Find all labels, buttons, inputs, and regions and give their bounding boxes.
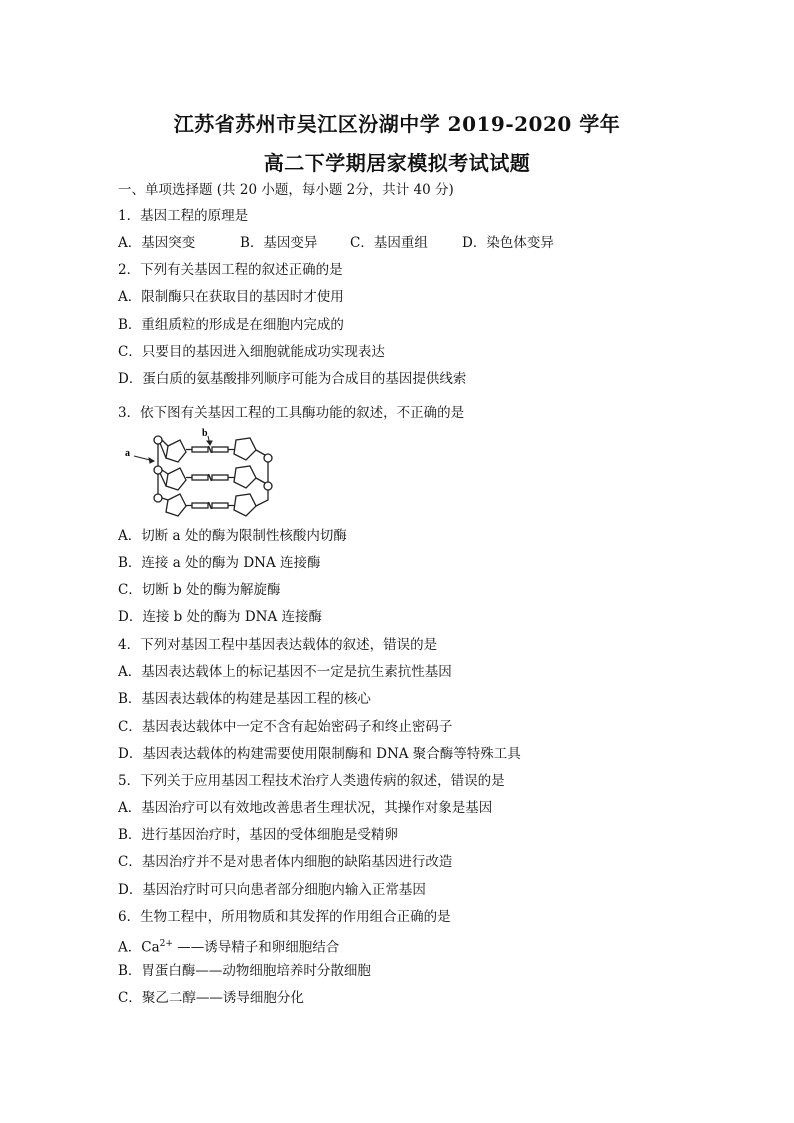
q3-option-b: B．连接 a 处的酶为 DNA 连接酶	[118, 555, 321, 571]
q3-option-a: A．切断 a 处的酶为限制性核酸内切酶	[118, 528, 347, 544]
q2-option-b: B．重组质粒的形成是在细胞内完成的	[118, 317, 344, 333]
q5-stem: 5．下列关于应用基因工程技术治疗人类遗传病的叙述，错误的是	[118, 773, 505, 789]
q4-stem: 4．下列对基因工程中基因表达载体的叙述，错误的是	[118, 637, 438, 653]
q6-option-a-text: ——诱导精子和卵细胞结合	[172, 939, 340, 956]
title-line-2: 高二下学期居家模拟考试试题	[263, 151, 531, 175]
q1-stem: 1．基因工程的原理是	[118, 208, 249, 224]
q4-option-b: B．基因表达载体的构建是基因工程的核心	[118, 691, 371, 707]
q6-option-a-charge: 2+	[159, 939, 173, 949]
label-b: b	[202, 428, 208, 439]
q5-option-a: A．基因治疗可以有效地改善患者生理状况，其操作对象是基因	[118, 800, 493, 816]
q1-options	[118, 234, 554, 252]
section-heading: 一、单项选择题 (共 20 小题，每小题 2分，共计 40 分)	[118, 182, 454, 198]
q3-stem: 3．依下图有关基因工程的工具酶功能的叙述，不正确的是	[118, 405, 465, 421]
q3-option-d: D．连接 b 处的酶为 DNA 连接酶	[118, 609, 323, 625]
q6-option-b: B．胃蛋白酶——动物细胞培养时分散细胞	[118, 963, 371, 979]
q3-option-c: C．切断 b 处的酶为解旋酶	[118, 582, 281, 598]
q6-option-a	[118, 935, 339, 957]
dna-structure-diagram	[122, 428, 282, 518]
label-a: a	[125, 448, 130, 459]
q1-option-b: B．基因变异	[240, 235, 318, 251]
q1-option-a: A．基因突变	[118, 235, 196, 251]
q6-stem: 6．生物工程中，所用物质和其发挥的作用组合正确的是	[118, 909, 451, 925]
q6-option-a-prefix: A．Ca	[118, 939, 160, 956]
q6-option-c: C．聚乙二醇——诱导细胞分化	[118, 990, 304, 1006]
q2-option-c: C．只要目的基因进入细胞就能成功实现表达	[118, 344, 385, 360]
q4-option-a: A．基因表达载体上的标记基因不一定是抗生素抗性基因	[118, 664, 452, 680]
q4-option-c: C．基因表达载体中一定不含有起始密码子和终止密码子	[118, 719, 453, 735]
q5-option-b: B．进行基因治疗时，基因的受体细胞是受精卵	[118, 827, 398, 843]
title-line-1: 江苏省苏州市吴江区汾湖中学 2019-2020 学年	[173, 112, 621, 136]
q5-option-d: D．基因治疗时可只向患者部分细胞内输入正常基因	[118, 882, 426, 898]
q2-option-d: D．蛋白质的氨基酸排列顺序可能为合成目的基因提供线索	[118, 371, 467, 387]
q4-option-d: D．基因表达载体的构建需要使用限制酶和 DNA 聚合酶等特殊工具	[118, 746, 521, 762]
q2-stem: 2．下列有关基因工程的叙述正确的是	[118, 262, 343, 278]
q5-option-c: C．基因治疗并不是对患者体内细胞的缺陷基因进行改造	[118, 854, 453, 870]
q1-option-c: C．基因重组	[350, 235, 428, 251]
q2-option-a: A．限制酶只在获取目的基因时才使用	[118, 289, 344, 305]
q1-option-d: D．染色体变异	[462, 235, 554, 251]
